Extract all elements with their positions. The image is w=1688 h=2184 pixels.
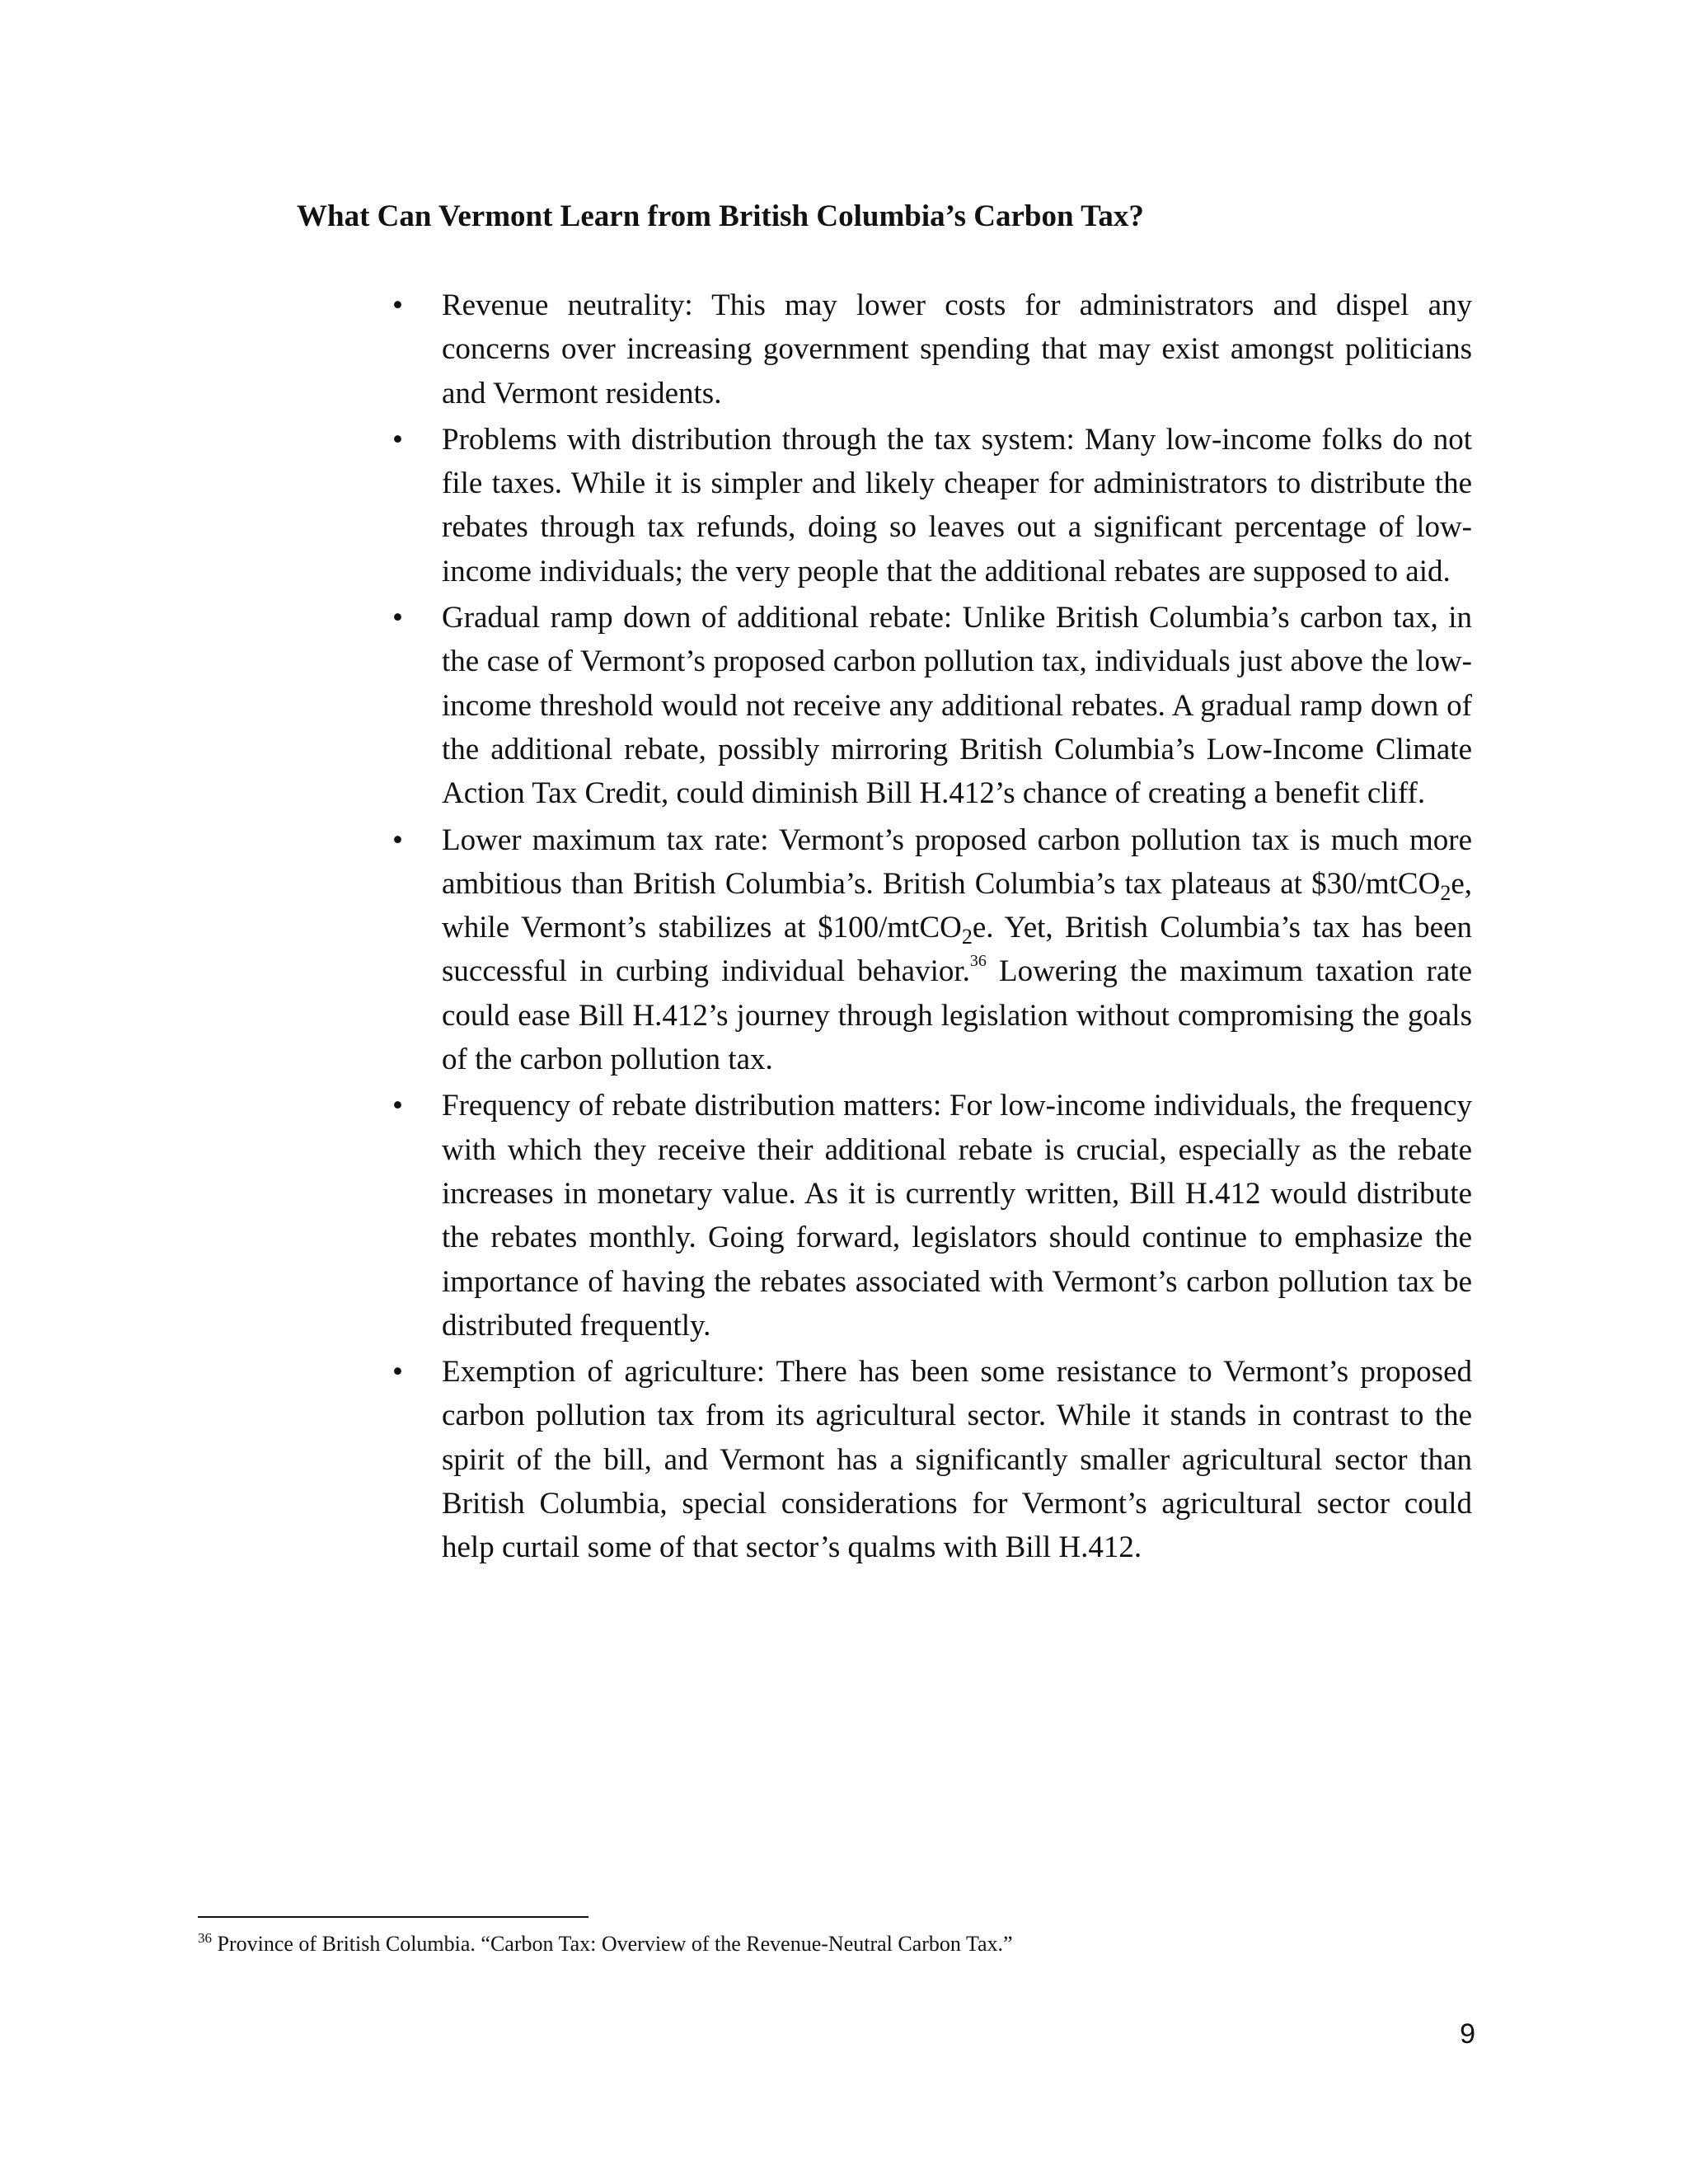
list-item-distribution-problems [392,418,1472,593]
bullet-icon: • [392,1355,403,1390]
bullet-icon: • [392,1089,403,1123]
list-item-text: Frequency of rebate distribution matters: For low-income individuals, the frequency with which they receive their additional rebate is crucial, especially as the rebate increases in monetary value. As it is currently written, Bill H.412 would distribute the rebates monthly. Going forward, legislators should continue to emphasize the importance of having the rebates associated with Vermont’s carbon pollution tax be distributed frequently. [442,1089,1472,1343]
bullet-icon: • [392,823,403,857]
list-item-text: Problems with distribution through the tax system: Many low-income folks do not file taxes. While it is simpler and likely cheaper for administrators to distribute the rebates through tax refunds, doing so leaves out a significant percentage of low-income individuals; the very people that the additional rebates are supposed to aid. [442,422,1472,588]
list-item-text-part: Lower maximum tax rate: Vermont’s proposed carbon pollution tax is much more ambitious than British Columbia’s. British Columbia’s tax plateaus at $30/mtCO [442,823,1472,901]
recommendations-list [392,284,1472,1572]
footnote-text: Province of British Columbia. “Carbon Tax: Overview of the Revenue-Neutral Carbon Tax.” [212,1932,1013,1956]
footnote [198,1930,1013,1958]
list-item-revenue-neutrality [392,284,1472,415]
list-item-rebate-frequency [392,1084,1472,1347]
list-item-text-part: e, while Vermont’s stabilizes at $100/mtCO [442,866,1472,945]
subscript-2: 2 [1440,880,1451,905]
footnote-number: 36 [198,1930,212,1946]
list-item-text-part: e. Yet, British Columbia’s tax has been successful in curbing individual behavior. [442,911,1472,989]
footnote-reference[interactable]: 36 [969,952,987,971]
bullet-icon: • [392,601,403,635]
footnote-divider [198,1916,588,1918]
list-item-gradual-ramp-down [392,596,1472,815]
list-item-agriculture-exemption [392,1350,1472,1569]
list-item-lower-max-tax-rate [392,818,1472,1082]
list-item-text: Exemption of agriculture: There has been some resistance to Vermont’s proposed carbon pollution tax from its agricultural sector. While it stands in contrast to the spirit of the bill, and Vermont has a significantly smaller agricultural sector than British Columbia, special considerations for Vermont’s agricultural sector could help curtail some of that sector’s qualms with Bill H.412. [442,1355,1472,1565]
section-heading: What Can Vermont Learn from British Columbia’s Carbon Tax? [297,199,1144,233]
list-item-text: Gradual ramp down of additional rebate: Unlike British Columbia’s carbon tax, in the case of Vermont’s proposed carbon pollution tax, individuals just above the low-income threshold would not receive any additional rebates. A gradual ramp down of the additional rebate, possibly mirroring British Columbia’s Low-Income Climate Action Tax Credit, could diminish Bill H.412’s chance of creating a benefit cliff. [442,601,1472,811]
subscript-2: 2 [961,925,973,949]
page-number: 9 [1460,2018,1475,2050]
bullet-icon: • [392,288,403,322]
list-item-text-part: Lowering the maximum taxation rate could ease Bill H.412’s journey through legislation without compromising the goals of the carbon pollution tax. [442,954,1472,1077]
list-item-text: Revenue neutrality: This may lower costs for administrators and dispel any concerns over increasing government spending that may exist amongst politicians and Vermont residents. [442,288,1472,410]
bullet-icon: • [392,422,403,457]
